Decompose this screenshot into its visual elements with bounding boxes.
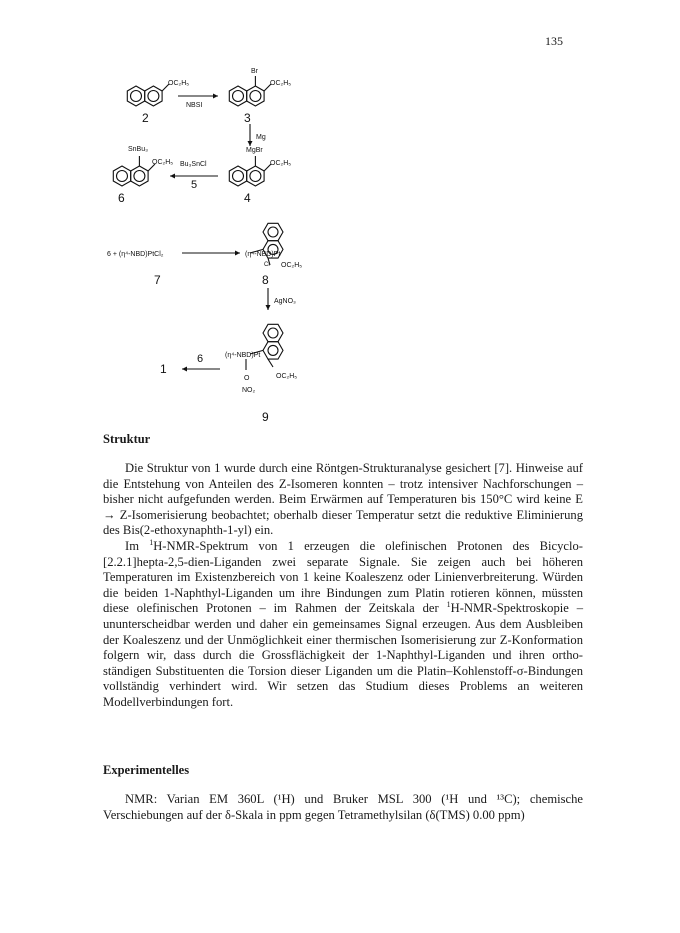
experimentelles-paragraph-1: NMR: Varian EM 360L (¹H) und Bruker MSL 300 (¹H und ¹³C); chemische Verschiebungen auf der δ-Skala in ppm gegen Tetramethylsilan (δ(TMS) 0.00 ppm) [103, 792, 583, 822]
page-number: 135 [545, 34, 563, 48]
struktur-paragraph-2 [103, 539, 583, 711]
label-2: 2 [142, 111, 149, 125]
struktur-paragraph-1: Die Struktur von 1 wurde durch eine Röntgen-Strukturanalyse gesichert [7]. Hinweise auf die Entstehung von Anteilen des Z-Isomeren konnten – trotz intensiver Nachforschungen – bisher nicht aufgefunden werden. Beim Erwärmen auf Temperaturen bis 150°C wird keine E → Z-Isomerisierung beobachtet; oberhalb dieser Temperatur setzt die reduktive Eliminierung des Bis(2-ethoxynaphth-1-yl) ein. [103, 461, 583, 538]
section-heading-experimentelles: Experimentelles [103, 763, 190, 777]
superscript-1b: 1 [446, 600, 451, 610]
cl-label: Cl [264, 262, 270, 268]
label-6: 6 [118, 191, 125, 205]
oc2h5-label-6: OC₂H₅ [152, 159, 174, 166]
superscript-1: 1 [149, 537, 154, 547]
oc2h5-label-4: OC₂H₅ [270, 160, 292, 167]
label-1: 1 [160, 362, 167, 376]
label-8: 8 [262, 273, 269, 287]
oc2h5-label-2: OC₂H₅ [168, 80, 190, 87]
no2-label: NO₂ [242, 387, 256, 394]
paragraph-2-body: H-NMR-Spektrum von 1 erzeugen die olefinischen Protonen des Bicyclo-[2.2.1]hepta-2,5-dien-Liganden zwei separate Signale. Sie zeigen auch bei höheren Temperaturen im Existenzbereich von 1 keine Koaleszenz oder Linienverbreiterung. Würden die beiden 1-Naphthyl-Liganden um ihre Bindungen zum Platin rotieren können, müssten diese olefinischen Protonen – im Rahmen der Zeitskala der [103, 538, 584, 616]
oc2h5-label-3: OC₂H₅ [270, 80, 292, 87]
paragraph-lead: Im [125, 538, 150, 553]
reaction-scheme [0, 0, 680, 440]
step-6-label: 6 [197, 353, 204, 365]
struktur-body [103, 461, 583, 711]
naphthalene-9 [246, 324, 283, 370]
naphthalene-2 [127, 84, 169, 106]
bu3sncl-label: Bu₃SnCl [180, 161, 207, 168]
label-3: 3 [244, 111, 251, 125]
section-heading-struktur: Struktur [103, 432, 151, 446]
step-5-label: 5 [191, 179, 198, 191]
naphthalene-8 [250, 223, 283, 265]
nbsi-label: NBSI [186, 102, 203, 109]
label-7: 7 [154, 273, 161, 287]
reaction-7-label: 6 + (η⁴-NBD)PtCl₂ [107, 251, 164, 258]
br-label: Br [251, 68, 258, 75]
pt-ligand-label-8: (η⁴-NBD)Pt [245, 251, 281, 258]
naphthalene-6 [113, 156, 155, 186]
agno3-label: AgNO₃ [274, 298, 296, 305]
pt-ligand-label-9: (η⁴-NBD)Pt [225, 352, 261, 359]
mg-label: Mg [256, 134, 266, 141]
naphthalene-3 [229, 76, 271, 106]
naphthalene-4 [229, 156, 271, 186]
label-4: 4 [244, 191, 251, 205]
snbu3-label: SnBu₃ [128, 146, 148, 153]
label-9: 9 [262, 410, 269, 424]
experimentelles-body [103, 792, 583, 823]
o-label: O [244, 375, 250, 382]
paragraph-2-tail: H-NMR-Spektroskopie – ununterscheidbar werden und daher ein gemeinsames Signal erzeugen. Aus dem Ausbleiben der Koaleszenz und der Unmöglichkeit einer thermischen Isomerisierung zur Z-Konformation folgern wir, dass durch die Grossflächigkeit der 1-Naphthyl-Liganden und ihren ortho-ständigen Substituenten die Torsion dieser Liganden um die Platin–Kohlenstoff-σ-Bindungen vollständig verhindert wird. Wir setzen das Studium dieses Problems an weiteren Modellverbindungen fort. [103, 601, 583, 709]
oc2h5-label-9: OC₂H₅ [276, 373, 298, 380]
oc2h5-label-8: OC₂H₅ [281, 262, 303, 269]
mgbr-label: MgBr [246, 147, 263, 154]
